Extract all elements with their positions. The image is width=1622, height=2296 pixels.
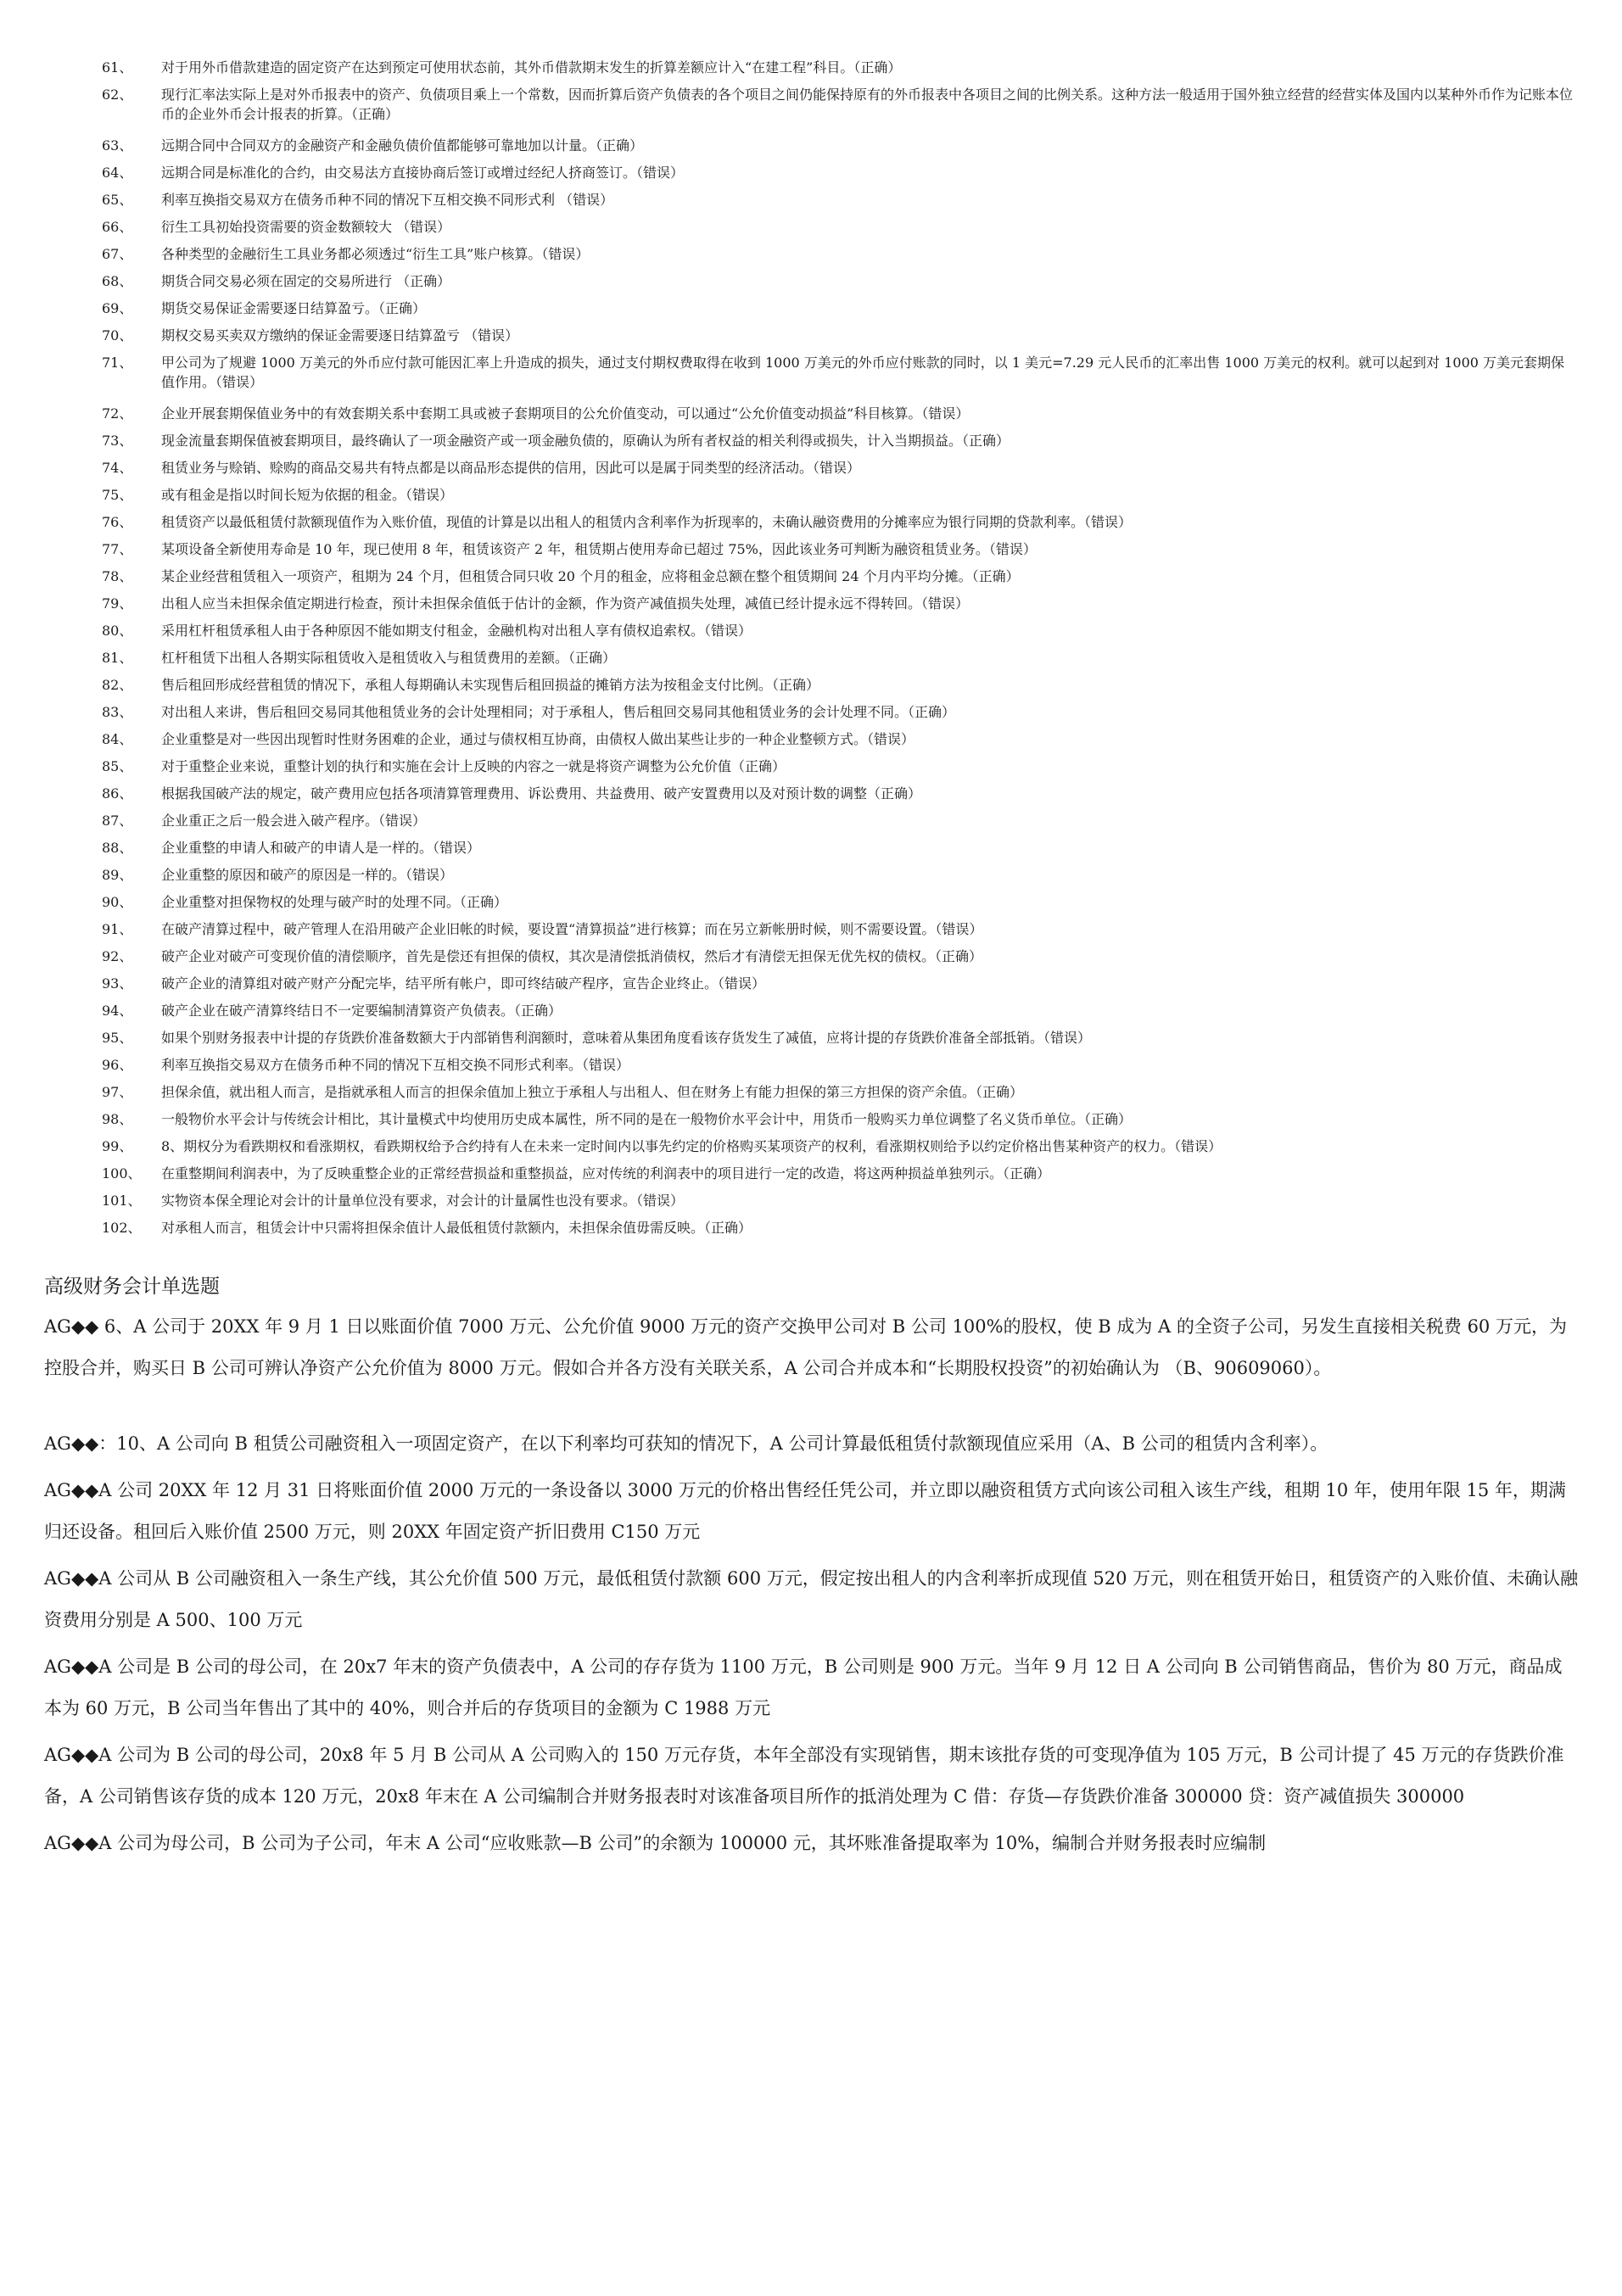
- item-number: 65、: [102, 192, 133, 208]
- question-paragraph: AG◆◆A 公司为母公司，B 公司为子公司，年末 A 公司“应收账款—B 公司”的余额为 100000 元，其坏账准备提取率为 10%，编制合并财务报表时应编制: [44, 1833, 1267, 1853]
- item-text: 杠杆租赁下出租人各期实际租赁收入是租赁收入与租赁费用的差额。（正确）: [161, 650, 617, 666]
- question-paragraph: AG◆◆：10、A 公司向 B 租赁公司融资租入一项固定资产，在以下利率均可获知的情况下，A 公司计算最低租赁付款额现值应采用（A、B 公司的租赁内含利率）。: [44, 1433, 1328, 1454]
- statement-item: [85, 485, 1578, 512]
- item-text: 各种类型的金融衍生工具业务都必须透过“衍生工具”账户核算。（错误）: [161, 246, 590, 262]
- item-text: 现行汇率法实际上是对外币报表中的资产、负债项目乘上一个常数，因而折算后资产负债表的各个项目之间仍能保持原有的外币报表中各项目之间的比例关系。这种方法一般适用于国外独立经营的经营实体及国内以某种外币作为记账本位币的企业外币会计报表的折算。（正确）: [161, 87, 1574, 122]
- question-paragraph: AG◆◆ 6、A 公司于 20XX 年 9 月 1 日以账面价值 7000 万元、公允价值 9000 万元的资产交换甲公司对 B 公司 100%的股权，使 B 成为 A 的全资子公司，另发生直接相关税费 60 万元，为控股合并，购买日 B 公司可辨认净资产公允价值为 8000 万元。假如合并各方没有关联关系，A 公司合并成本和“长期股权投资”的初始确认为 （B、90609060）。: [44, 1316, 1567, 1378]
- statement-item: [85, 1164, 1578, 1191]
- item-number: 69、: [102, 300, 133, 316]
- statement-item: [85, 271, 1578, 299]
- statement-item: [85, 784, 1578, 811]
- item-number: 102、: [102, 1220, 142, 1236]
- item-text: 破产企业的清算组对破产财产分配完毕，结平所有帐户，即可终结破产程序，宣告企业终止。（错误）: [161, 975, 766, 992]
- item-text: 破产企业在破产清算终结日不一定要编制清算资产负债表。（正确）: [161, 1003, 562, 1019]
- item-text: 现金流量套期保值被套期项目，最终确认了一项金融资产或一项金融负债的，原确认为所有者权益的相关利得或损失，计入当期损益。（正确）: [161, 433, 1010, 449]
- item-number: 79、: [102, 595, 133, 612]
- statement-item: [85, 838, 1578, 865]
- statement-item: [85, 702, 1578, 729]
- item-number: 73、: [102, 433, 133, 449]
- item-number: 100、: [102, 1165, 142, 1182]
- item-number: 84、: [102, 731, 133, 747]
- item-number: 64、: [102, 165, 133, 181]
- statement-item: [85, 1191, 1578, 1218]
- item-number: 85、: [102, 758, 133, 774]
- item-text: 企业重整是对一些因出现暂时性财务困难的企业，通过与债权相互协商，由债权人做出某些让步的一种企业整顿方式。（错误）: [161, 731, 915, 747]
- item-number: 89、: [102, 867, 133, 883]
- item-text: 企业开展套期保值业务中的有效套期关系中套期工具或被子套期项目的公允价值变动，可以通过“公允价值变动损益”科目核算。（错误）: [161, 405, 970, 422]
- statement-item: [85, 136, 1578, 163]
- statement-item: [85, 1109, 1578, 1137]
- item-number: 87、: [102, 813, 133, 829]
- item-text: 远期合同中合同双方的金融资产和金融负债价值都能够可靠地加以计量。（正确）: [161, 137, 644, 154]
- question-paragraph: AG◆◆A 公司为 B 公司的母公司，20x8 年 5 月 B 公司从 A 公司购入的 150 万元存货，本年全部没有实现销售，期末该批存货的可变现净值为 105 万元，B 公司计提了 45 万元的存货跌价准备，A 公司销售该存货的成本 120 万元，20x8 年末在 A 公司编制合并财务报表时对该准备项目所作的抵消处理为 C 借：存货—存货跌价准备 300000 贷：资产减值损失 300000: [44, 1745, 1564, 1807]
- statement-item: [85, 675, 1578, 702]
- item-number: 70、: [102, 327, 133, 344]
- item-number: 67、: [102, 246, 133, 262]
- statement-item: [85, 1082, 1578, 1109]
- item-number: 81、: [102, 650, 133, 666]
- item-text: 利率互换指交易双方在债务币种不同的情况下互相交换不同形式利 （错误）: [161, 192, 614, 208]
- item-text: 企业重整对担保物权的处理与破产时的处理不同。（正确）: [161, 894, 508, 910]
- item-number: 76、: [102, 514, 133, 530]
- item-text: 某项设备全新使用寿命是 10 年，现已使用 8 年，租赁该资产 2 年，租赁期占使用寿命已超过 75%，因此该业务可判断为融资租赁业务。（错误）: [161, 541, 1037, 557]
- multiple-choice-list: [44, 1306, 1580, 1869]
- item-number: 66、: [102, 219, 133, 235]
- item-text: 企业重整的原因和破产的原因是一样的。（错误）: [161, 867, 454, 883]
- statement-item: [85, 1001, 1578, 1028]
- item-number: 63、: [102, 137, 133, 154]
- statement-item: [85, 594, 1578, 621]
- item-text: 对承租人而言，租赁会计中只需将担保余值计人最低租赁付款额内，未担保余值毋需反映。（正确）: [161, 1220, 752, 1236]
- statement-item: [85, 811, 1578, 838]
- item-number: 86、: [102, 785, 133, 802]
- item-text: 远期合同是标准化的合约，由交易法方直接协商后签订或增过经纪人挤商签订。（错误）: [161, 165, 685, 181]
- item-number: 72、: [102, 405, 133, 422]
- item-text: 租赁资产以最低租赁付款额现值作为入账价值，现值的计算是以出租人的租赁内含利率作为折现率的，未确认融资费用的分摊率应为银行同期的贷款利率。（错误）: [161, 514, 1133, 530]
- statement-item: [85, 947, 1578, 974]
- statement-item: [85, 1218, 1578, 1245]
- statement-item: [85, 919, 1578, 947]
- statement-item: [85, 299, 1578, 326]
- statement-item: [85, 621, 1578, 648]
- item-number: 62、: [102, 87, 133, 103]
- item-number: 74、: [102, 460, 133, 476]
- item-number: 91、: [102, 921, 133, 937]
- item-text: 在重整期间利润表中，为了反映重整企业的正常经营损益和重整损益，应对传统的利润表中的项目进行一定的改造，将这两种损益单独列示。（正确）: [161, 1165, 1051, 1182]
- item-number: 95、: [102, 1030, 133, 1046]
- question-paragraph: AG◆◆A 公司 20XX 年 12 月 31 日将账面价值 2000 万元的一条设备以 3000 万元的价格出售经任凭公司，并立即以融资租赁方式向该公司租入该生产线，租期 10 年，使用年限 15 年，期满归还设备。租回后入账价值 2500 万元，则 20XX 年固定资产折旧费用 C150 万元: [44, 1480, 1566, 1542]
- statement-item: [85, 567, 1578, 594]
- item-text: 8、期权分为看跌期权和看涨期权，看跌期权给予合约持有人在未来一定时间内以事先约定的价格购买某项资产的权利，看涨期权则给予以约定价格出售某种资产的权力。（错误）: [161, 1138, 1222, 1154]
- item-number: 96、: [102, 1057, 133, 1073]
- item-text: 根据我国破产法的规定，破产费用应包括各项清算管理费用、诉讼费用、共益费用、破产安置费用以及对预计数的调整（正确）: [161, 785, 922, 802]
- item-text: 破产企业对破产可变现价值的清偿顺序，首先是偿还有担保的债权，其次是清偿抵消债权，然后才有清偿无担保无优先权的债权。（正确）: [161, 948, 983, 964]
- statement-item: [85, 974, 1578, 1001]
- item-number: 90、: [102, 894, 133, 910]
- statement-item: [85, 217, 1578, 244]
- statement-item: [85, 404, 1578, 431]
- statement-item: [85, 539, 1578, 567]
- statement-item: [85, 729, 1578, 757]
- statement-item: [85, 244, 1578, 271]
- item-text: 售后租回形成经营租赁的情况下，承租人每期确认未实现售后租回损益的摊销方法为按租金支付比例。（正确）: [161, 677, 820, 693]
- item-number: 93、: [102, 975, 133, 992]
- item-text: 对出租人来讲，售后租回交易同其他租赁业务的会计处理相同；对于承租人，售后租回交易同其他租赁业务的会计处理不同。（正确）: [161, 704, 956, 720]
- item-text: 对于重整企业来说，重整计划的执行和实施在会计上反映的内容之一就是将资产调整为公允价值（正确）: [161, 758, 786, 774]
- true-false-list: [85, 58, 1578, 1245]
- item-text: 期权交易买卖双方缴纳的保证金需要逐日结算盈亏 （错误）: [161, 327, 519, 344]
- item-number: 101、: [102, 1193, 142, 1209]
- statement-item: [85, 892, 1578, 919]
- item-text: 企业重整的申请人和破产的申请人是一样的。（错误）: [161, 840, 481, 856]
- item-text: 出租人应当未担保余值定期进行检查，预计未担保余值低于估计的金额，作为资产减值损失处理，减值已经计提永远不得转回。（错误）: [161, 595, 970, 612]
- item-text: 某企业经营租赁租入一项资产，租期为 24 个月，但租赁合同只收 20 个月的租金，应将租金总额在整个租赁期间 24 个月内平均分摊。（正确）: [161, 568, 1020, 584]
- item-number: 77、: [102, 541, 133, 557]
- statement-item: [85, 757, 1578, 784]
- item-text: 或有租金是指以时间长短为依据的租金。（错误）: [161, 487, 454, 503]
- item-text: 对于用外币借款建造的固定资产在达到预定可使用状态前，其外币借款期末发生的折算差额应计入“在建工程”科目。（正确）: [161, 59, 902, 75]
- statement-item: [85, 648, 1578, 675]
- item-number: 71、: [102, 355, 133, 371]
- statement-item: [85, 58, 1578, 85]
- item-number: 98、: [102, 1111, 133, 1127]
- statement-item: [85, 85, 1578, 136]
- statement-item: [85, 458, 1578, 485]
- item-text: 采用杠杆租赁承租人由于各种原因不能如期支付租金，金融机构对出租人享有债权追索权。（错误）: [161, 623, 752, 639]
- item-text: 衍生工具初始投资需要的资金数额较大 （错误）: [161, 219, 451, 235]
- item-number: 83、: [102, 704, 133, 720]
- item-number: 75、: [102, 487, 133, 503]
- statement-item: [85, 163, 1578, 190]
- item-number: 78、: [102, 568, 133, 584]
- item-text: 担保余值，就出租人而言，是指就承租人而言的担保余值加上独立于承租人与出租人、但在财务上有能力担保的第三方担保的资产余值。（正确）: [161, 1084, 1024, 1100]
- item-number: 88、: [102, 840, 133, 856]
- item-text: 如果个别财务报表中计提的存货跌价准备数额大于内部销售利润额时，意味着从集团角度看该存货发生了减值，应将计提的存货跌价准备全部抵销。（错误）: [161, 1030, 1092, 1046]
- item-text: 租赁业务与赊销、赊购的商品交易共有特点都是以商品形态提供的信用，因此可以是属于同类型的经济活动。（错误）: [161, 460, 861, 476]
- item-text: 实物资本保全理论对会计的计量单位没有要求，对会计的计量属性也没有要求。（错误）: [161, 1193, 685, 1209]
- item-text: 在破产清算过程中，破产管理人在沿用破产企业旧帐的时候，要设置“清算损益”进行核算；而在另立新帐册时候，则不需要设置。（错误）: [161, 921, 983, 937]
- statement-item: [85, 1137, 1578, 1164]
- item-text: 甲公司为了规避 1000 万美元的外币应付款可能因汇率上升造成的损失，通过支付期权费取得在收到 1000 万美元的外币应付账款的同时，以 1 美元=7.29 元人民币的汇率出售 1000 万美元的权利。就可以起到对 1000 万美元套期保值作用。（错误）: [161, 355, 1565, 390]
- statement-item: [85, 1055, 1578, 1082]
- statement-item: [85, 1028, 1578, 1055]
- item-number: 92、: [102, 948, 133, 964]
- item-number: 94、: [102, 1003, 133, 1019]
- item-number: 80、: [102, 623, 133, 639]
- item-number: 68、: [102, 273, 133, 289]
- statement-item: [85, 326, 1578, 353]
- statement-item: [85, 512, 1578, 539]
- item-number: 99、: [102, 1138, 133, 1154]
- question-paragraph: AG◆◆A 公司是 B 公司的母公司，在 20x7 年末的资产负债表中，A 公司的存存货为 1100 万元，B 公司则是 900 万元。当年 9 月 12 日 A 公司向 B 公司销售商品，售价为 80 万元，商品成本为 60 万元，B 公司当年售出了其中的 40%，则合并后的存货项目的金额为 C 1988 万元: [44, 1656, 1563, 1718]
- item-number: 82、: [102, 677, 133, 693]
- statement-item: [85, 865, 1578, 892]
- item-number: 97、: [102, 1084, 133, 1100]
- question-paragraph: AG◆◆A 公司从 B 公司融资租入一条生产线，其公允价值 500 万元，最低租赁付款额 600 万元，假定按出租人的内含利率折成现值 520 万元，则在租赁开始日，租赁资产的入账价值、未确认融资费用分别是 A 500、100 万元: [44, 1568, 1579, 1630]
- statement-item: [85, 353, 1578, 404]
- statement-item: [85, 190, 1578, 217]
- item-text: 利率互换指交易双方在债务币种不同的情况下互相交换不同形式利率。（错误）: [161, 1057, 630, 1073]
- item-text: 一般物价水平会计与传统会计相比，其计量模式中均使用历史成本属性，所不同的是在一般物价水平会计中，用货币一般购买力单位调整了名义货币单位。（正确）: [161, 1111, 1133, 1127]
- section-heading: 高级财务会计单选题: [44, 1276, 220, 1298]
- statement-item: [85, 431, 1578, 458]
- item-text: 期货交易保证金需要逐日结算盈亏。（正确）: [161, 300, 427, 316]
- item-text: 企业重正之后一般会进入破产程序。（错误）: [161, 813, 427, 829]
- item-text: 期货合同交易必须在固定的交易所进行 （正确）: [161, 273, 451, 289]
- item-number: 61、: [102, 59, 133, 75]
